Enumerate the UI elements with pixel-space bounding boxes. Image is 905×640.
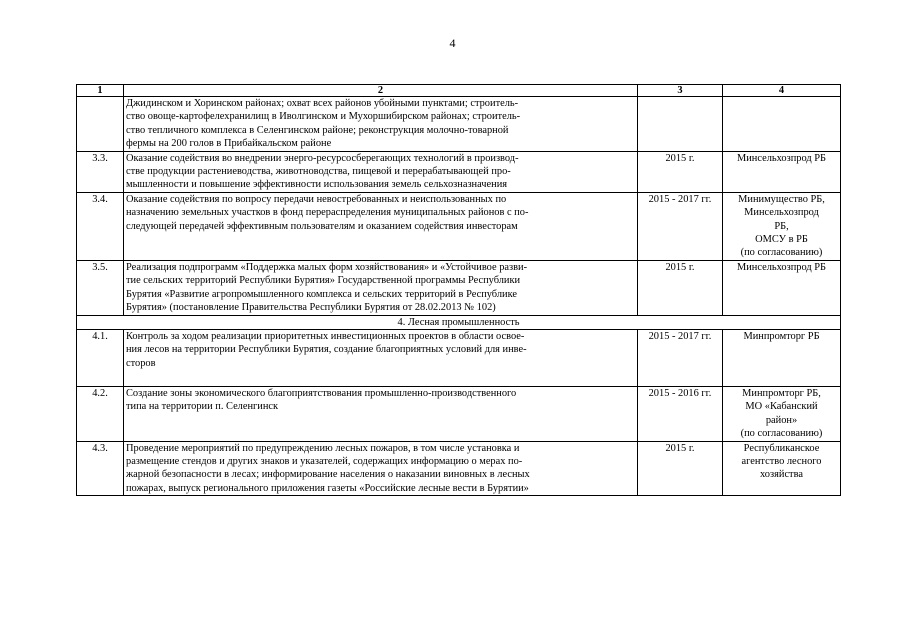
table-row-3-3 [77, 151, 841, 192]
desc-line: назначению земельных участков в фонд перераспределения муниципальных районов с по- [126, 207, 529, 219]
row-responsible [723, 441, 841, 496]
desc-line: сторов [126, 357, 156, 369]
row-term: 2015 - 2017 гг. [638, 329, 723, 386]
table-header-row [77, 85, 841, 97]
header-col-1: 1 [77, 85, 124, 97]
resp-line: МО «Кабанский [745, 401, 818, 413]
row-term: 2015 г. [638, 441, 723, 496]
row-responsible [723, 151, 841, 192]
row-description [124, 151, 638, 192]
table-row-4-2 [77, 386, 841, 441]
desc-line: Оказание содействия по вопросу передачи невостребованных и неиспользованных по [126, 193, 507, 205]
page-number: 4 [449, 36, 456, 50]
desc-line: Оказание содействия во внедрении энерго-ресурсосберегающих технологий в производ- [126, 152, 519, 164]
row-number [77, 97, 124, 152]
desc-line: ство тепличного комплекса в Селенгинском районе; реконструкция молочно-товарной [126, 124, 509, 136]
resp-line: Минсельхозпрод РБ [736, 152, 826, 164]
header-col-2: 2 [124, 85, 638, 97]
row-description [124, 97, 638, 152]
table-row-3-4 [77, 192, 841, 260]
resp-line: РБ, [774, 220, 789, 232]
desc-line: Бурятия «Развитие агропромышленного комплекса и сельских территорий в Республике [126, 288, 517, 300]
desc-line: тие сельских территорий Республики Бурятия» Государственной программы Республики [126, 275, 521, 287]
row-number: 4.3. [77, 441, 124, 496]
section-row-forestry [77, 315, 841, 329]
desc-line: Реализация подпрограмм «Поддержка малых форм хозяйствования» и «Устойчивое разви- [126, 261, 528, 273]
resp-line: Республиканское [743, 442, 820, 454]
row-term [638, 97, 723, 152]
row-number: 3.3. [77, 151, 124, 192]
resp-line: хозяйства [760, 469, 803, 481]
desc-line: типа на территории п. Селенгинск [126, 401, 279, 413]
measures-table [76, 84, 841, 496]
header-col-4: 4 [723, 85, 841, 97]
resp-line: (по согласованию) [740, 428, 823, 440]
desc-line: Джидинском и Хоринском районах; охват всех районов убойными пунктами; строитель- [126, 98, 519, 109]
row-description [124, 329, 638, 386]
table-row-4-1 [77, 329, 841, 386]
row-term: 2015 - 2017 гг. [638, 192, 723, 260]
row-responsible [723, 386, 841, 441]
resp-line: агентство лесного [741, 455, 822, 467]
desc-line: стве продукции растениеводства, животноводства, пищевой и перерабатывающей про- [126, 166, 511, 178]
resp-line: Минимущество РБ, [738, 193, 825, 205]
desc-line: мышленности и повышение эффективности использования земель сельхозназначения [126, 179, 508, 191]
desc-line: Контроль за ходом реализации приоритетных инвестиционных проектов в области освое- [126, 330, 525, 342]
resp-line: район» [765, 414, 798, 426]
row-term: 2015 г. [638, 260, 723, 315]
resp-line: Минпромторг РБ, [742, 387, 821, 399]
resp-line: Минпромторг РБ [743, 330, 820, 342]
desc-line: размещение стендов и других знаков и указателей, содержащих информацию о мерах по- [126, 455, 523, 467]
row-responsible [723, 192, 841, 260]
table-row-4-3 [77, 441, 841, 496]
row-term: 2015 - 2016 гг. [638, 386, 723, 441]
desc-line: жарной безопасности в лесах; информирование населения о наказании виновных в лесных [126, 469, 530, 481]
resp-line: (по согласованию) [740, 247, 823, 259]
desc-line: ния лесов на территории Республики Бурятия, создание благоприятных условий для инве- [126, 344, 527, 356]
row-description [124, 260, 638, 315]
row-description [124, 386, 638, 441]
header-col-3: 3 [638, 85, 723, 97]
desc-line: фермы на 200 голов в Прибайкальском районе [126, 138, 332, 150]
table-row-3-5 [77, 260, 841, 315]
desc-line: Бурятия» (постановление Правительства Республики Бурятия от 28.02.2013 № 102) [126, 302, 496, 314]
desc-line: ство овоще-картофелехранилищ в Иволгинском и Мухоршибирском районах; строитель- [126, 111, 521, 123]
row-responsible [723, 260, 841, 315]
row-responsible [723, 97, 841, 152]
row-number: 4.1. [77, 329, 124, 386]
row-responsible [723, 329, 841, 386]
desc-line: Проведение мероприятий по предупреждению лесных пожаров, в том числе установка и [126, 442, 520, 454]
desc-line: следующей передачей эффективным пользователям и оказанием содействия инвесторам [126, 220, 518, 232]
resp-line: Минсельхозпрод [744, 207, 819, 219]
row-term: 2015 г. [638, 151, 723, 192]
desc-line: пожарах, выпуск регионального приложения газеты «Российские лесные вести в Бурятии» [126, 482, 529, 494]
section-title: 4. Лесная промышленность [77, 315, 841, 329]
resp-line: Минсельхозпрод РБ [736, 261, 826, 273]
row-description [124, 441, 638, 496]
resp-line: ОМСУ в РБ [755, 234, 808, 246]
desc-line: Создание зоны экономического благоприятствования промышленно-производственного [126, 387, 517, 399]
row-number: 4.2. [77, 386, 124, 441]
row-number: 3.5. [77, 260, 124, 315]
row-number: 3.4. [77, 192, 124, 260]
row-description [124, 192, 638, 260]
table-row-continuation [77, 97, 841, 152]
